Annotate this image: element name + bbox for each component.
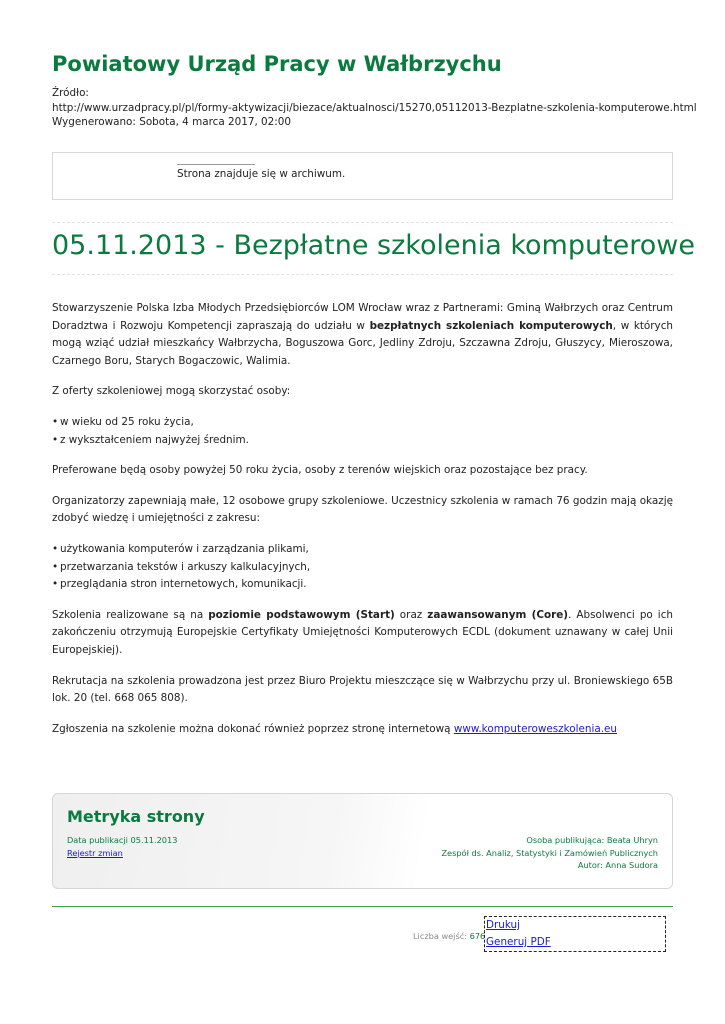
- site-title: Powiatowy Urząd Pracy w Wałbrzychu: [52, 52, 502, 76]
- skills-list: [52, 541, 673, 594]
- archive-notice: Strona znajduje się w archiwum.: [177, 168, 346, 180]
- paragraph-recruitment: Rekrutacja na szkolenia prowadzona jest przez Biuro Projektu mieszczące się w Wałbrzychu przy ul. Broniewskiego 65B lok. 20 (tel. 668 065 808).: [52, 674, 673, 705]
- bold-text: zaawansowanym (Core): [427, 608, 569, 621]
- text: . Absolwenci po ich zakończeniu otrzymują Europejskie Certyfikaty Umiejętności Komputerowych ECDL (dokument uznawany w całej Unii Europejskiej).: [52, 608, 673, 656]
- generated-date: Wygenerowano: Sobota, 4 marca 2017, 02:00: [52, 116, 291, 128]
- source-label: Źródło:: [52, 87, 89, 99]
- print-options: [484, 916, 666, 952]
- archive-notice-box: [52, 152, 673, 200]
- generate-pdf-link[interactable]: Generuj PDF: [486, 936, 551, 948]
- list-item: • przeglądania stron internetowych, komunikacji.: [52, 576, 673, 594]
- author: Autor: Anna Sudora: [577, 860, 658, 870]
- paragraph-preferred: Preferowane będą osoby powyżej 50 roku życia, osoby z terenów wiejskich oraz pozostające bez pracy.: [52, 464, 588, 477]
- footer-divider: [52, 906, 673, 907]
- publication-date: Data publikacji 05.11.2013: [67, 835, 178, 845]
- list-item: • użytkowania komputerów i zarządzania plikami,: [52, 541, 673, 559]
- article-title: 05.11.2013 - Bezpłatne szkolenia komputerowe: [52, 230, 696, 261]
- changes-register-link[interactable]: Rejestr zmian: [67, 847, 123, 858]
- list-item: • przetwarzania tekstów i arkuszy kalkulacyjnych,: [52, 559, 673, 577]
- text: Szkolenia realizowane są na: [52, 608, 209, 621]
- source-url: http://www.urzadpracy.pl/pl/formy-aktywizacji/biezace/aktualnosci/15270,05112013-Bezplatne-szkolenia-komputerowe.html: [52, 101, 697, 114]
- text: Stowarzyszenie Polska Izba Młodych Przedsiębiorców LOM Wrocław wraz z Partnerami: Gminą Wałbrzych oraz Centrum Doradztwa i Rozwoju Kompetencji zapraszają do udziału w: [52, 302, 673, 332]
- visit-counter: [413, 931, 485, 941]
- metrics-left: [67, 834, 177, 859]
- paragraph-levels: [52, 607, 673, 660]
- paragraph-groups: Organizatorzy zapewniają małe, 12 osobowe grupy szkoleniowe. Uczestnicy szkolenia w ramach 76 godzin mają okazję zdobyć wiedzę i umiejętności z zakresu:: [52, 494, 673, 525]
- source-meta: [52, 86, 697, 130]
- publisher: Osoba publikująca: Beata Uhryn: [526, 835, 658, 845]
- title-bottom-divider: [52, 274, 673, 275]
- paragraph-applications: [52, 721, 673, 739]
- page-metrics-box: [52, 793, 673, 889]
- visits-count: 676: [469, 931, 486, 941]
- text: Zgłoszenia na szkolenie można dokonać również poprzez stronę internetową: [52, 722, 454, 735]
- paragraph-intro: [52, 300, 673, 370]
- bold-text: poziomie podstawowym (Start): [208, 608, 395, 621]
- metrics-title: Metryka strony: [67, 807, 205, 826]
- bold-text: bezpłatnych szkoleniach komputerowych: [369, 319, 613, 332]
- text: , w których mogą wziąć udział mieszkańcy Wałbrzycha, Boguszowa Gorc, Jedliny Zdroju, Szczawna Zdroju, Głuszycy, Mieroszowa, Czarnego Boru, Starych Bogaczowic, Walimia.: [52, 319, 673, 367]
- list-item: • z wykształceniem najwyżej średnim.: [52, 432, 673, 450]
- print-link[interactable]: Drukuj: [486, 919, 521, 931]
- eligibility-list: [52, 414, 673, 449]
- metrics-right: [441, 834, 658, 872]
- list-item: • w wieku od 25 roku życia,: [52, 414, 673, 432]
- archive-divider: [177, 164, 255, 165]
- article-body: [52, 300, 673, 751]
- visits-label: Liczba wejść:: [413, 931, 467, 941]
- text: oraz: [394, 608, 428, 621]
- team: Zespół ds. Analiz, Statystyki i Zamówień Publicznych: [441, 847, 658, 858]
- paragraph-eligibility: Z oferty szkoleniowej mogą skorzystać osoby:: [52, 385, 291, 398]
- training-website-link[interactable]: www.komputeroweszkolenia.eu: [453, 722, 618, 735]
- title-top-divider: [52, 222, 673, 223]
